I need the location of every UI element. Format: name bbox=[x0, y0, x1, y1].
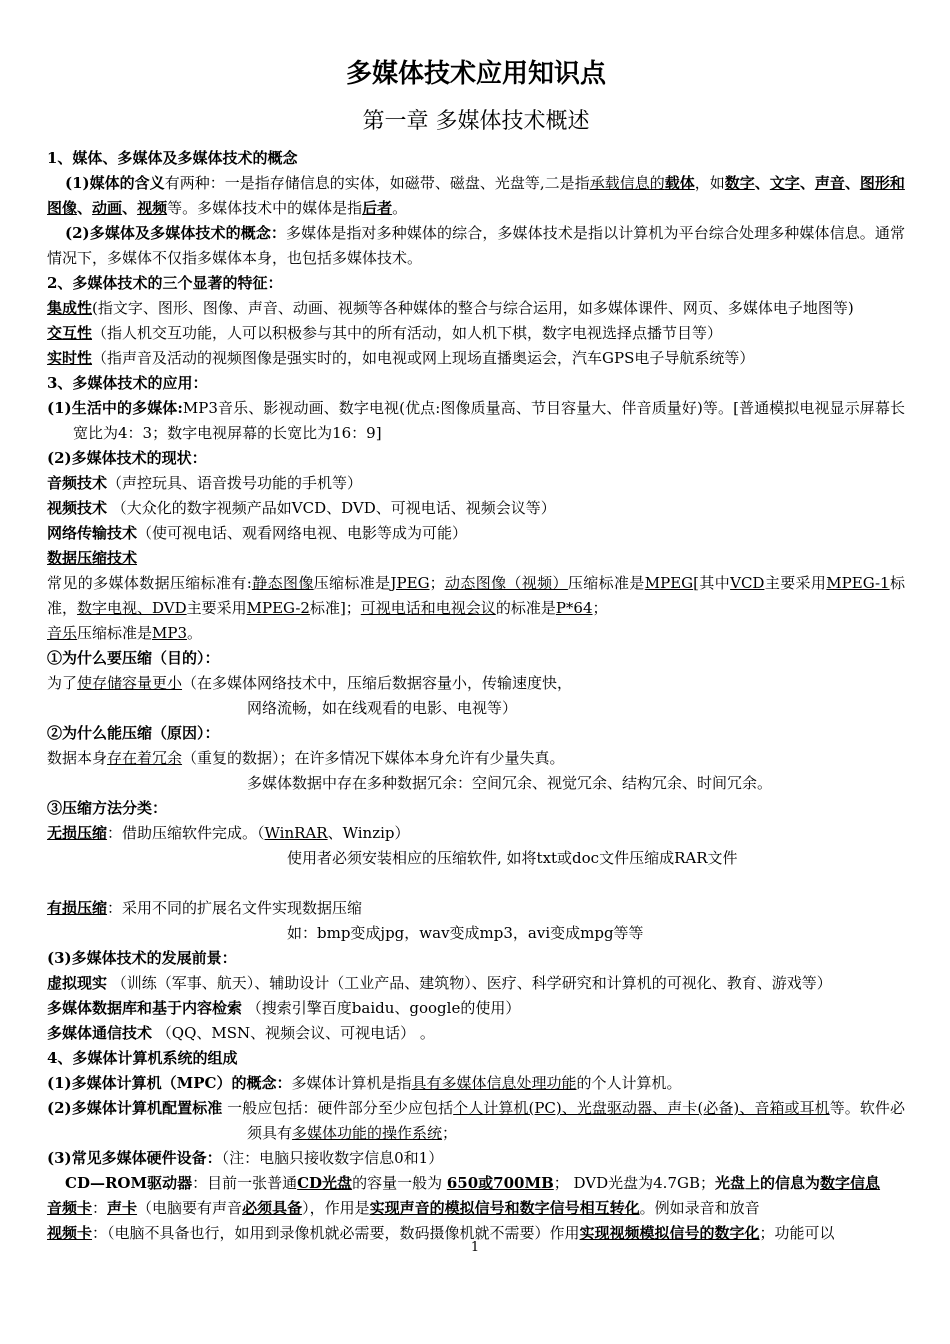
feature-integration: 集成性(指文字、图形、图像、声音、动画、视频等各种媒体的整合与综合运用，如多媒体课件、网页、多媒体电子地图等) bbox=[47, 299, 854, 317]
feature-interaction: 交互性（指人机交互功能，人可以积极参与其中的所有活动，如人机下棋，数字电视选择点播节目等） bbox=[47, 324, 723, 342]
multimedia-database: 多媒体数据库和基于内容检索 （搜索引擎百度baidu、google的使用） bbox=[47, 999, 521, 1017]
music-standard: 音乐压缩标准是MP3。 bbox=[47, 624, 203, 642]
blank-line bbox=[47, 871, 905, 896]
compression-standards: 常见的多媒体数据压缩标准有:静态图像压缩标准是JPEG；动态图像（视频）压缩标准是MPEG[其中VCD主要采用MPEG-1标准，数字电视、DVD主要采用MPEG-2标准]；可视电话和电视会议的标准是P*64； bbox=[47, 574, 905, 617]
can-compress-heading: ②为什么能压缩（原因）： bbox=[47, 724, 220, 742]
status-heading: (2)多媒体技术的现状： bbox=[47, 449, 207, 467]
compression-heading: 数据压缩技术 bbox=[47, 549, 138, 567]
multimedia-concept-paragraph: (2)多媒体及多媒体技术的概念：多媒体是指对多种媒体的综合，多媒体技术是指以计算机为平台综合处理多种媒体信息。通常情况下，多媒体不仅指多媒体本身，也包括多媒体技术。 bbox=[47, 224, 905, 267]
media-meaning-paragraph: (1)媒体的含义有两种：一是指存储信息的实体，如磁带、磁盘、光盘等,二是指承载信息的载体，如数字、文字、声音、图形和图像、动画、视频等。多媒体技术中的媒体是指后者。 bbox=[47, 174, 905, 217]
why-compress-continued: 网络流畅，如在线观看的电影、电视等） bbox=[247, 699, 518, 717]
mpc-config-standard: (2)多媒体计算机配置标准 一般应包括：硬件部分至少应包括个人计算机(PC)、光盘驱动器、声卡(必备)、音箱或耳机等。软件必须具有多媒体功能的操作系统； bbox=[47, 1099, 905, 1142]
mpc-concept: (1)多媒体计算机（MPC）的概念：多媒体计算机是指具有多媒体信息处理功能的个人计算机。 bbox=[47, 1074, 682, 1092]
section-1-heading: 1、媒体、多媒体及多媒体技术的概念 bbox=[47, 149, 298, 167]
compression-methods-heading: ③压缩方法分类： bbox=[47, 799, 168, 817]
sound-card: 音频卡：声卡（电脑要有声音必须具备），作用是实现声音的模拟信号和数字信号相互转化。例如录音和放音 bbox=[47, 1199, 760, 1217]
why-compress-heading: ①为什么要压缩（目的）： bbox=[47, 649, 220, 667]
chapter-title: 第一章 多媒体技术概述 bbox=[362, 109, 590, 134]
lossless-note: 使用者必须安装相应的压缩软件, 如将txt或doc文件压缩成RAR文件 bbox=[287, 849, 738, 867]
virtual-reality: 虚拟现实 （训练（军事、航天）、辅助设计（工业产品、建筑物）、医疗、科学研究和计算机的可视化、教育、游戏等） bbox=[47, 974, 832, 992]
section-3-heading: 3、多媒体技术的应用： bbox=[47, 374, 208, 392]
video-tech: 视频技术 （大众化的数字视频产品如VCD、DVD、可视电话、视频会议等） bbox=[47, 499, 556, 517]
prospects-heading: (3)多媒体技术的发展前景： bbox=[47, 949, 237, 967]
why-compress-text: 为了使存储容量更小（在多媒体网络技术中，压缩后数据容量小，传输速度快， bbox=[47, 674, 573, 692]
audio-tech: 音频技术（声控玩具、语音拨号功能的手机等） bbox=[47, 474, 363, 492]
cdrom-drive: CD—ROM驱动器：目前一张普通CD光盘的容量一般为 650或700MB； DVD光盘为4.7GB；光盘上的信息为数字信息 bbox=[65, 1174, 881, 1192]
hardware-devices-heading: (3)常见多媒体硬件设备：（注：电脑只接收数字信息0和1） bbox=[47, 1149, 444, 1167]
lossless-compression: 无损压缩：借助压缩软件完成。（WinRAR、Winzip） bbox=[47, 824, 410, 842]
network-tech: 网络传输技术（使可视电话、观看网络电视、电影等成为可能） bbox=[47, 524, 468, 542]
page-number: 1 bbox=[470, 1240, 480, 1255]
section-4-heading: 4、多媒体计算机系统的组成 bbox=[47, 1049, 238, 1067]
multimedia-communication: 多媒体通信技术 （QQ、MSN、视频会议、可视电话） 。 bbox=[47, 1024, 435, 1042]
section-2-heading: 2、多媒体技术的三个显著的特征： bbox=[47, 274, 283, 292]
lossy-examples: 如：bmp变成jpg，wav变成mp3，avi变成mpg等等 bbox=[287, 924, 644, 942]
lossy-compression: 有损压缩：采用不同的扩展名文件实现数据压缩 bbox=[47, 899, 363, 917]
document-title: 多媒体技术应用知识点 bbox=[345, 59, 606, 89]
feature-realtime: 实时性（指声音及活动的视频图像是强实时的，如电视或网上现场直播奥运会，汽车GPS电子导航系统等） bbox=[47, 349, 755, 367]
life-multimedia-item: (1)生活中的多媒体:MP3音乐、影视动画、数字电视(优点:图像质量高、节目容量大、伴音质量好)等。[普通模拟电视显示屏幕长宽比为4：3；数字电视屏幕的长宽比为16：9] bbox=[47, 399, 905, 442]
video-card: 视频卡：（电脑不具备也行，如用到录像机就必需要，数码摄像机就不需要）作用实现视频模拟信号的数字化；功能可以 bbox=[47, 1224, 835, 1242]
redundancy-types: 多媒体数据中存在多种数据冗余：空间冗余、视觉冗余、结构冗余、时间冗余。 bbox=[247, 774, 773, 792]
can-compress-text: 数据本身存在着冗余（重复的数据）；在许多情况下媒体本身允许有少量失真。 bbox=[47, 749, 565, 767]
